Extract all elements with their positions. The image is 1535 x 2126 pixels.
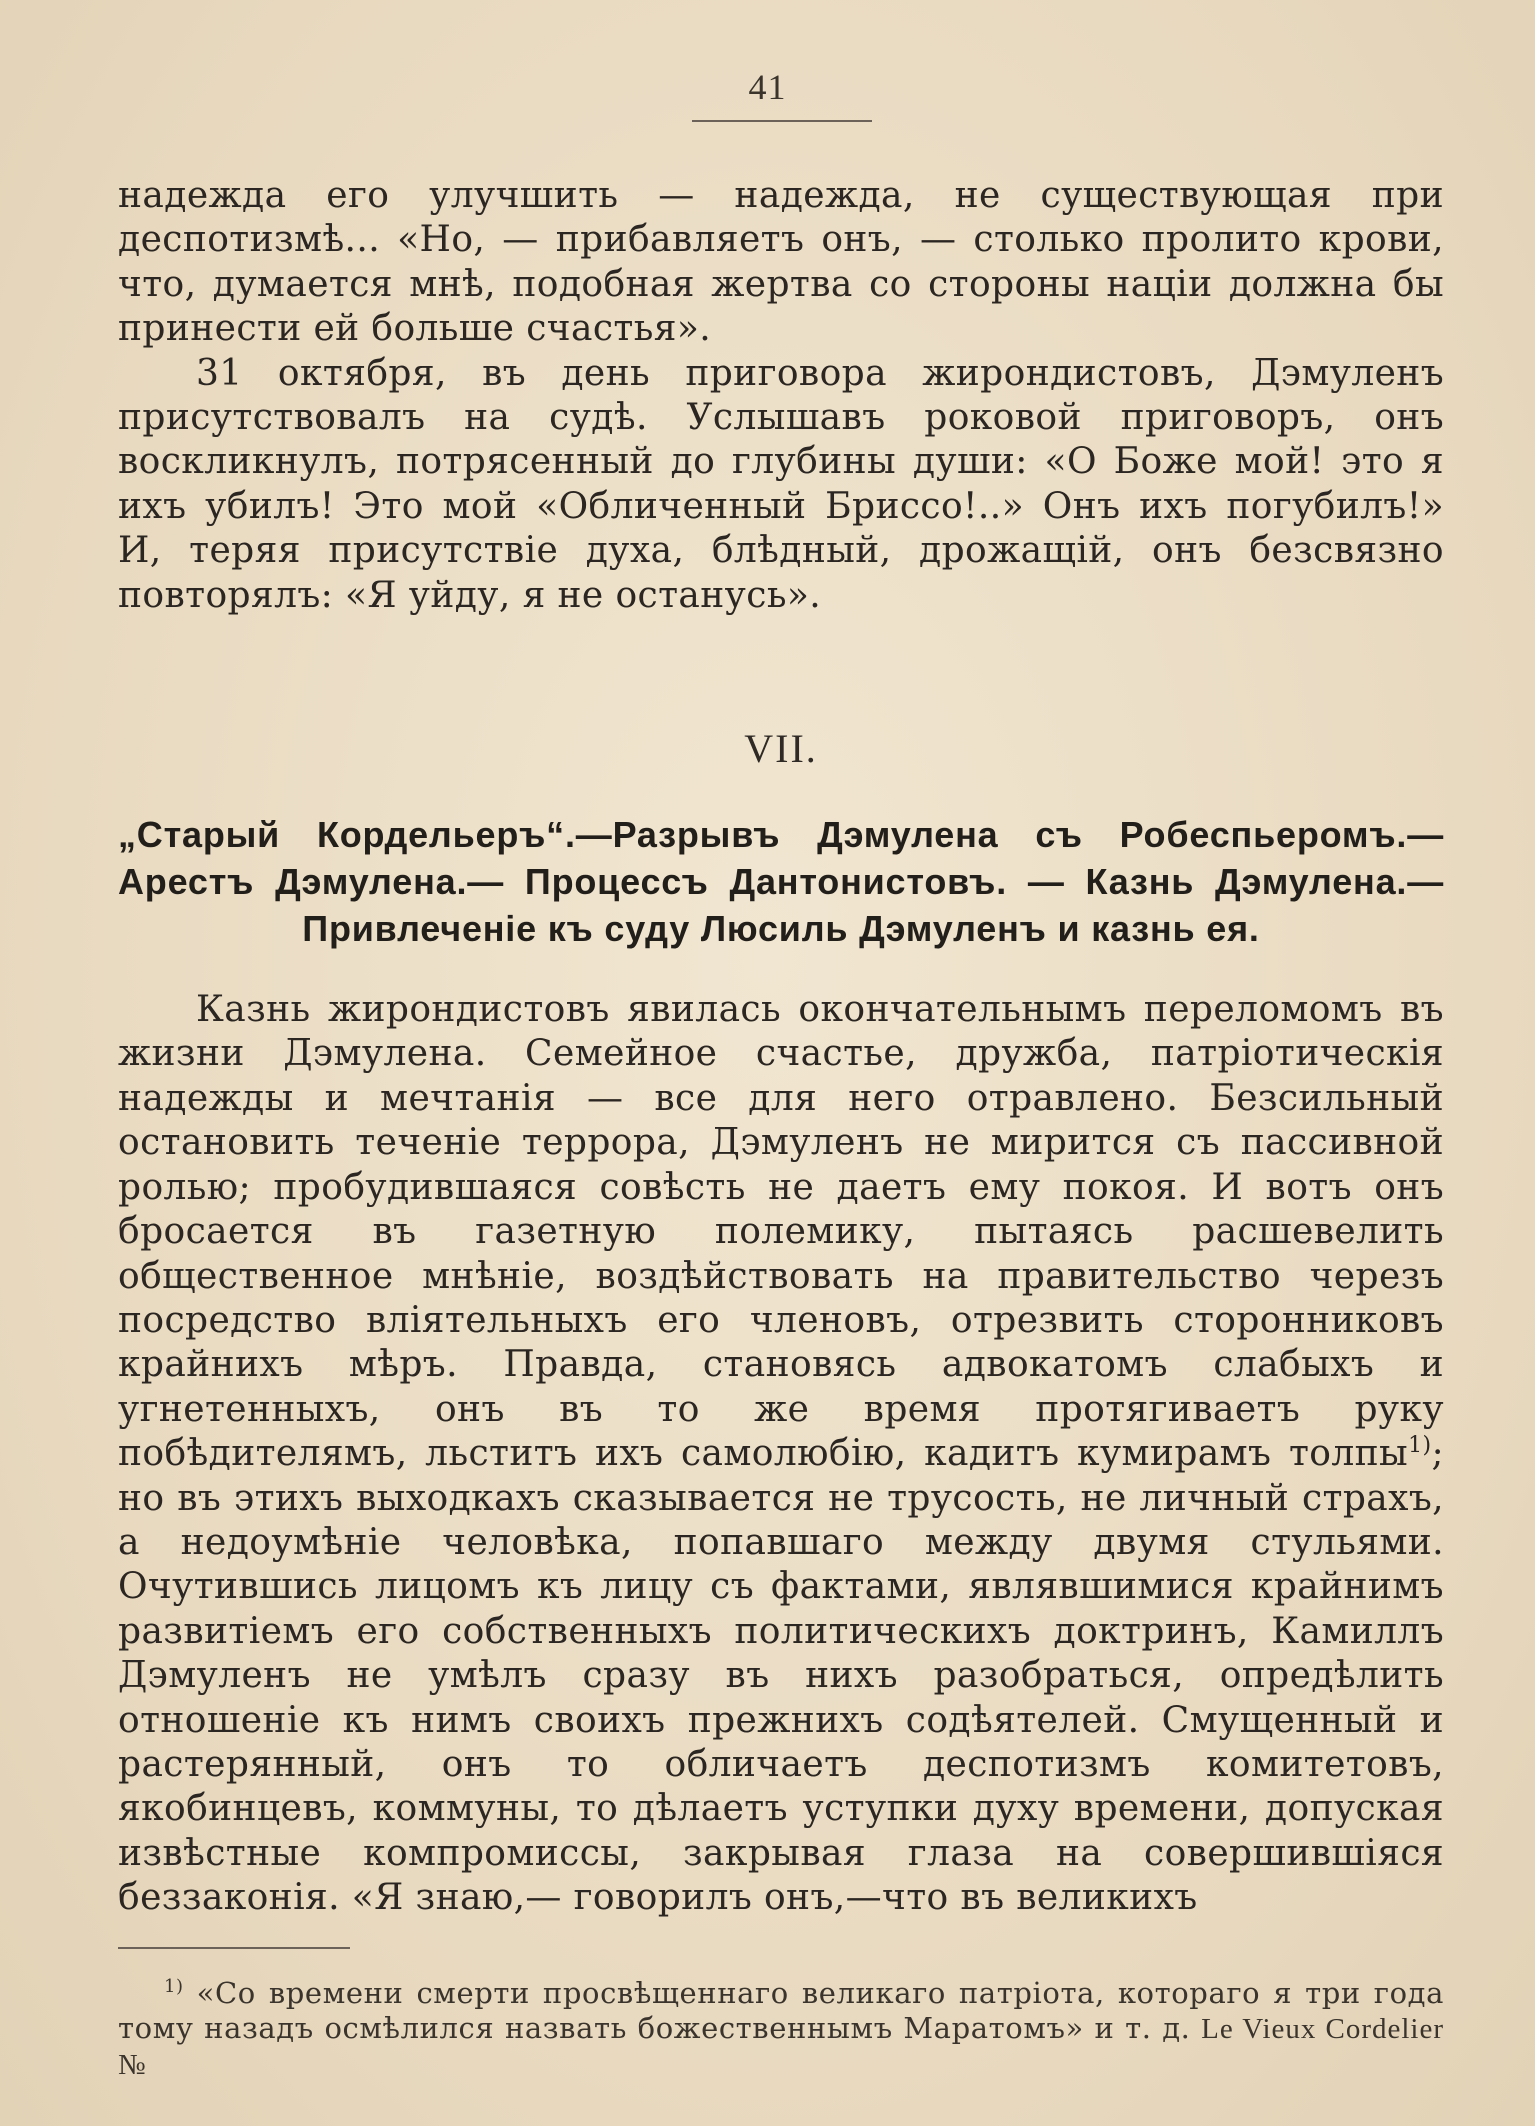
page-number: 41: [748, 67, 787, 107]
page-number-rule: [692, 120, 872, 122]
continuation-paragraph: надежда его улучшить — надежда, не существующая при деспотизмѣ... «Но, — прибавляетъ онъ, — столько пролито крови, что, думается мнѣ, подобная жертва со стороны націи должна бы принести ей больше счастья».: [118, 175, 1444, 350]
chapter-text-part-1: Казнь жирондистовъ явилась окончательнымъ переломомъ въ жизни Дэмулена. Семейное счастье, дружба, патріотическія надежды и мечтанія — все для него отравлено. Безсильный остановить теченіе террора, Дэмуленъ не мирится съ пассивной ролью; пробудившаяся совѣсть не даетъ ему покоя. И вотъ онъ бросается въ газетную полемику, пытаясь расшевелить общественное мнѣніе, воздѣйствовать на правительство черезъ посредство вліятельныхъ его членовъ, отрезвить сторонниковъ крайнихъ мѣръ. Правда, становясь адвокатомъ слабыхъ и угнетенныхъ, онъ въ то же время протягиваетъ руку побѣдителямъ, льститъ ихъ самолюбію, кадитъ кумирамъ толпы: [118, 989, 1444, 1475]
chapter-text-part-2: ; но въ этихъ выходкахъ сказывается не трусость, не личный страхъ, а недоумѣніе человѣка, попавшаго между двумя стульями. Очутившись лицомъ къ лицу съ фактами, являвшимися крайнимъ развитіемъ его собственныхъ политическихъ доктринъ, Камиллъ Дэмуленъ не умѣлъ сразу въ нихъ разобраться, опредѣлить отношеніе къ нимъ своихъ прежнихъ содѣятелей. Смущенный и растерянный, онъ то обличаетъ деспотизмъ комитетовъ, якобинцевъ, коммуны, то дѣлаетъ уступки духу времени, допуская извѣстные компромиссы, закрывая глаза на совершившіяся беззаконія. «Я знаю,— говорилъ онъ,—что въ великихъ: [118, 1433, 1444, 1919]
page-content: [118, 174, 1444, 1921]
footnote-mark: 1): [164, 1976, 184, 1998]
trial-paragraph: 31 октября, въ день приговора жирондистовъ, Дэмуленъ присутствовалъ на судѣ. Услышавъ роковой приговоръ, онъ воскликнулъ, потрясенный до глубины души: «О Боже мой! это я ихъ убилъ! Это мой «Обличенный Бриссо!..» Онъ ихъ погубилъ!» И, теряя присутствіе духа, блѣдный, дрожащій, онъ безсвязно повторялъ: «Я уйду, я не останусь».: [118, 352, 1444, 616]
footnote-rule: [118, 1947, 350, 1949]
footnote-reference: 1): [1408, 1433, 1432, 1459]
footnote: [118, 1976, 1444, 2083]
chapter-number: VII.: [744, 726, 818, 772]
footnote-source: Le Vieux Cordelier №: [118, 2013, 1444, 2081]
chapter-body-paragraph: [118, 988, 1444, 1921]
chapter-summary: „Старый Кордельеръ“.—Разрывъ Дэмулена съ Робеспьеромъ.—Арестъ Дэмулена.— Процессъ Дантонистовъ. — Казнь Дэмулена.—Привлеченіе къ суду Люсиль Дэмуленъ и казнь ея.: [118, 814, 1444, 950]
footnote-text: «Со времени смерти просвѣщеннаго великаго патріота, котораго я три года тому назадъ осмѣлился назвать божественнымъ Маратомъ» и т. д.: [118, 1976, 1444, 2045]
page-number-container: [0, 66, 1535, 108]
